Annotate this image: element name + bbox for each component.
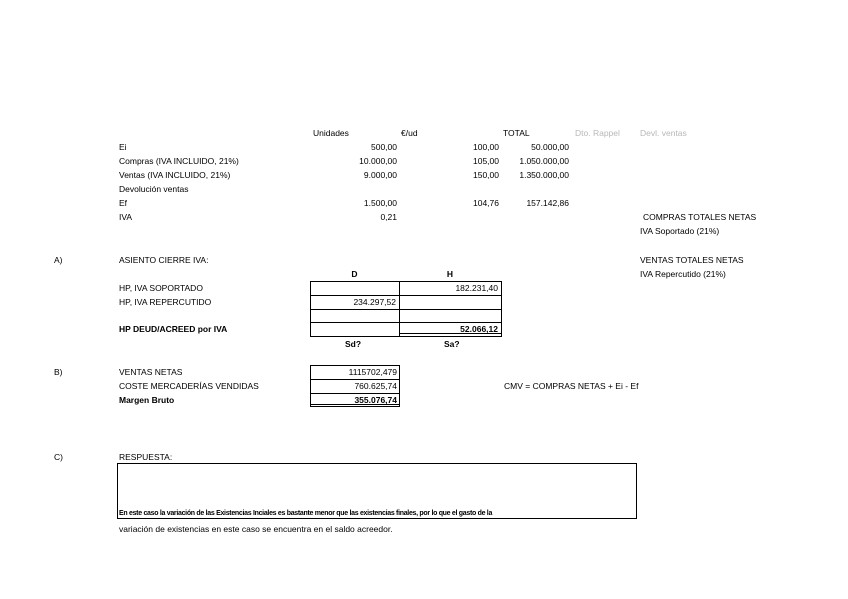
row-eur: 105,00 [473, 156, 499, 166]
ledger-rule [310, 309, 502, 310]
row-total: 1.350.000,00 [519, 170, 569, 180]
row-unidades: 10.000,00 [359, 156, 397, 166]
saldo-deudor-label: Sd? [345, 339, 362, 349]
header-eur-ud: €/ud [401, 128, 418, 138]
margin-rule [310, 379, 400, 380]
section-b-letter: B) [54, 367, 63, 377]
row-label: Ei [119, 142, 127, 152]
note-compras-totales: COMPRAS TOTALES NETAS [643, 212, 757, 222]
header-devl-ventas: Devl. ventas [640, 128, 687, 138]
margen-bruto-value: 355.076,74 [354, 395, 397, 405]
answer-text-line2: variación de existencias en este caso se encuentra en el saldo acreedor. [119, 524, 393, 534]
row-label: Ventas (IVA INCLUIDO, 21%) [119, 170, 231, 180]
section-c-title: RESPUESTA: [119, 452, 173, 462]
row-eur: 104,76 [473, 198, 499, 208]
row-unidades: 500,00 [371, 142, 397, 152]
col-d-header: D [351, 269, 358, 279]
row-unidades: 1.500,00 [363, 198, 397, 208]
coste-mercaderias-label: COSTE MERCADERÍAS VENDIDAS [119, 381, 259, 391]
header-unidades: Unidades [313, 128, 349, 138]
note-iva-soportado: IVA Soportado (21%) [640, 226, 720, 236]
answer-text-line1: En este caso la variación de las Existencias Inciales es bastante menor que las existencias finales, por lo que el gasto de la [119, 510, 493, 517]
row-label: IVA [119, 212, 133, 222]
ledger-d-value: 234.297,52 [353, 297, 396, 307]
cmv-formula: CMV = COMPRAS NETAS + Ei - Ef [504, 381, 639, 391]
ledger-label: HP, IVA SOPORTADO [119, 283, 203, 293]
ledger-label: HP, IVA REPERCUTIDO [119, 297, 212, 307]
row-label: Devolución ventas [119, 184, 189, 194]
section-c-letter: C) [54, 452, 63, 462]
header-total: TOTAL [503, 128, 530, 138]
ledger-rule [310, 295, 502, 296]
row-label: Ef [119, 198, 128, 208]
ventas-netas-label: VENTAS NETAS [119, 367, 183, 377]
row-total: 1.050.000,00 [519, 156, 569, 166]
row-label: Compras (IVA INCLUIDO, 21%) [119, 156, 239, 166]
row-unidades: 0,21 [380, 212, 397, 222]
header-dto-rappel: Dto. Rappel [575, 128, 620, 138]
ventas-netas-value: 1115702,479 [348, 367, 397, 377]
row-eur: 150,00 [473, 170, 499, 180]
ledger-h-value: 182.231,40 [455, 283, 498, 293]
margin-rule [310, 393, 400, 394]
saldo-acreedor-label: Sa? [444, 339, 460, 349]
row-unidades: 9.000,00 [363, 170, 397, 180]
coste-mercaderias-value: 760.625,74 [354, 381, 397, 391]
section-a-letter: A) [54, 255, 63, 265]
row-total: 157.142,86 [526, 198, 569, 208]
row-total: 50.000,00 [531, 142, 569, 152]
ledger-h-total: 52.066,12 [460, 324, 498, 334]
ledger-rule [310, 322, 502, 323]
note-iva-repercutido: IVA Repercutido (21%) [640, 269, 726, 279]
row-eur: 100,00 [473, 142, 499, 152]
section-a-title: ASIENTO CIERRE IVA: [119, 255, 209, 265]
ledger-label: HP DEUD/ACREED por IVA [119, 324, 228, 334]
note-ventas-totales: VENTAS TOTALES NETAS [640, 255, 744, 265]
col-h-header: H [446, 269, 454, 279]
margen-bruto-label: Margen Bruto [119, 395, 175, 405]
